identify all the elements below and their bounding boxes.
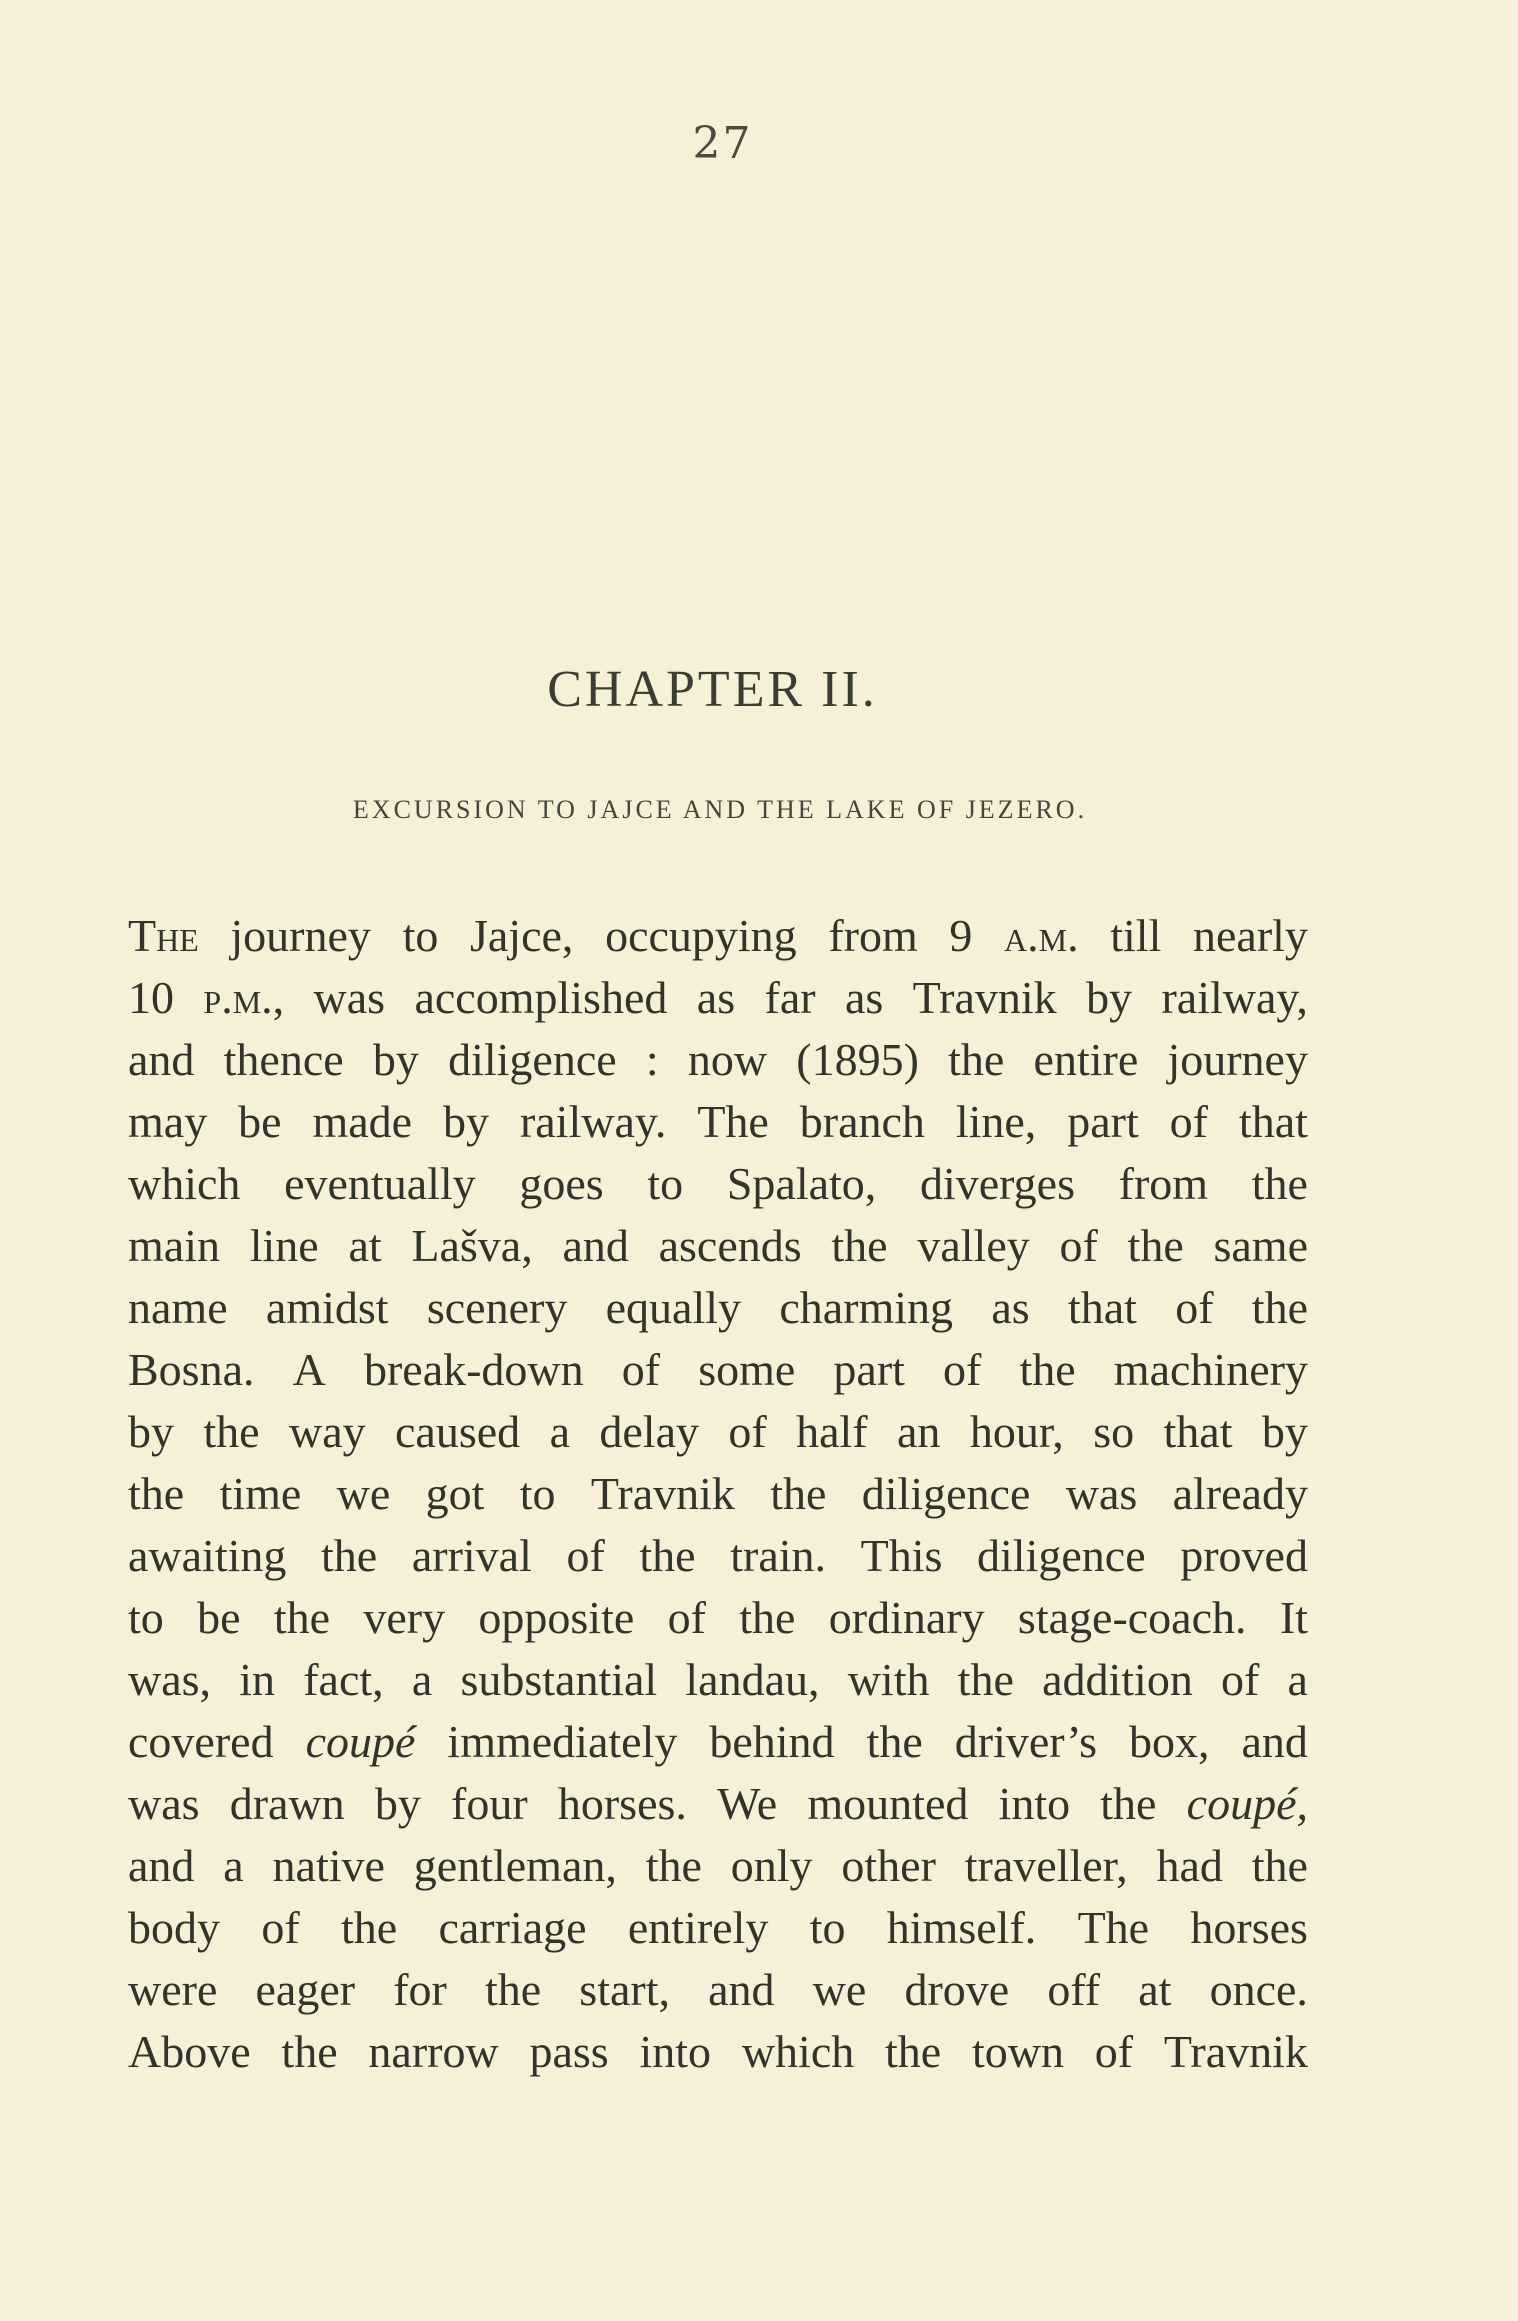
body-paragraph [128, 905, 1308, 2083]
text-line: Bosna. A break-down of some part of the machinery [128, 1344, 1308, 1395]
text-line: to be the very opposite of the ordinary stage-coach. It [128, 1592, 1308, 1643]
chapter-title: CHAPTER II. [547, 661, 878, 718]
page-number: 27 [692, 118, 753, 169]
text-line: were eager for the start, and we drove off at once. [128, 1964, 1308, 2015]
text-line: and a native gentleman, the only other traveller, had the [128, 1840, 1308, 1891]
text-line: the time we got to Travnik the diligence was already [128, 1468, 1308, 1519]
text-line: awaiting the arrival of the train. This diligence proved [128, 1530, 1308, 1581]
text-line: main line at Lašva, and ascends the valley of the same [128, 1220, 1308, 1271]
text-line: and thence by diligence : now (1895) the entire journey [128, 1034, 1308, 1085]
text-line: name amidst scenery equally charming as that of the [128, 1282, 1308, 1333]
text-line: The journey to Jajce, occupying from 9 a.m. till nearly [128, 910, 1308, 961]
text-line: Above the narrow pass into which the town of Travnik [128, 2026, 1308, 2077]
text-line: body of the carriage entirely to himself. The horses [128, 1902, 1308, 1953]
chapter-subtitle: EXCURSION TO JAJCE AND THE LAKE OF JEZERO. [352, 795, 1088, 824]
text-line: was drawn by four horses. We mounted into the coupé, [128, 1778, 1308, 1829]
text-line: may be made by railway. The branch line, part of that [128, 1096, 1308, 1147]
text-line: covered coupé immediately behind the driver’s box, and [128, 1716, 1308, 1767]
text-line: was, in fact, a substantial landau, with the addition of a [128, 1654, 1308, 1705]
text-line: which eventually goes to Spalato, diverges from the [128, 1158, 1308, 1209]
text-line: by the way caused a delay of half an hour, so that by [128, 1406, 1308, 1457]
text-line: 10 p.m., was accomplished as far as Travnik by railway, [128, 972, 1308, 1023]
